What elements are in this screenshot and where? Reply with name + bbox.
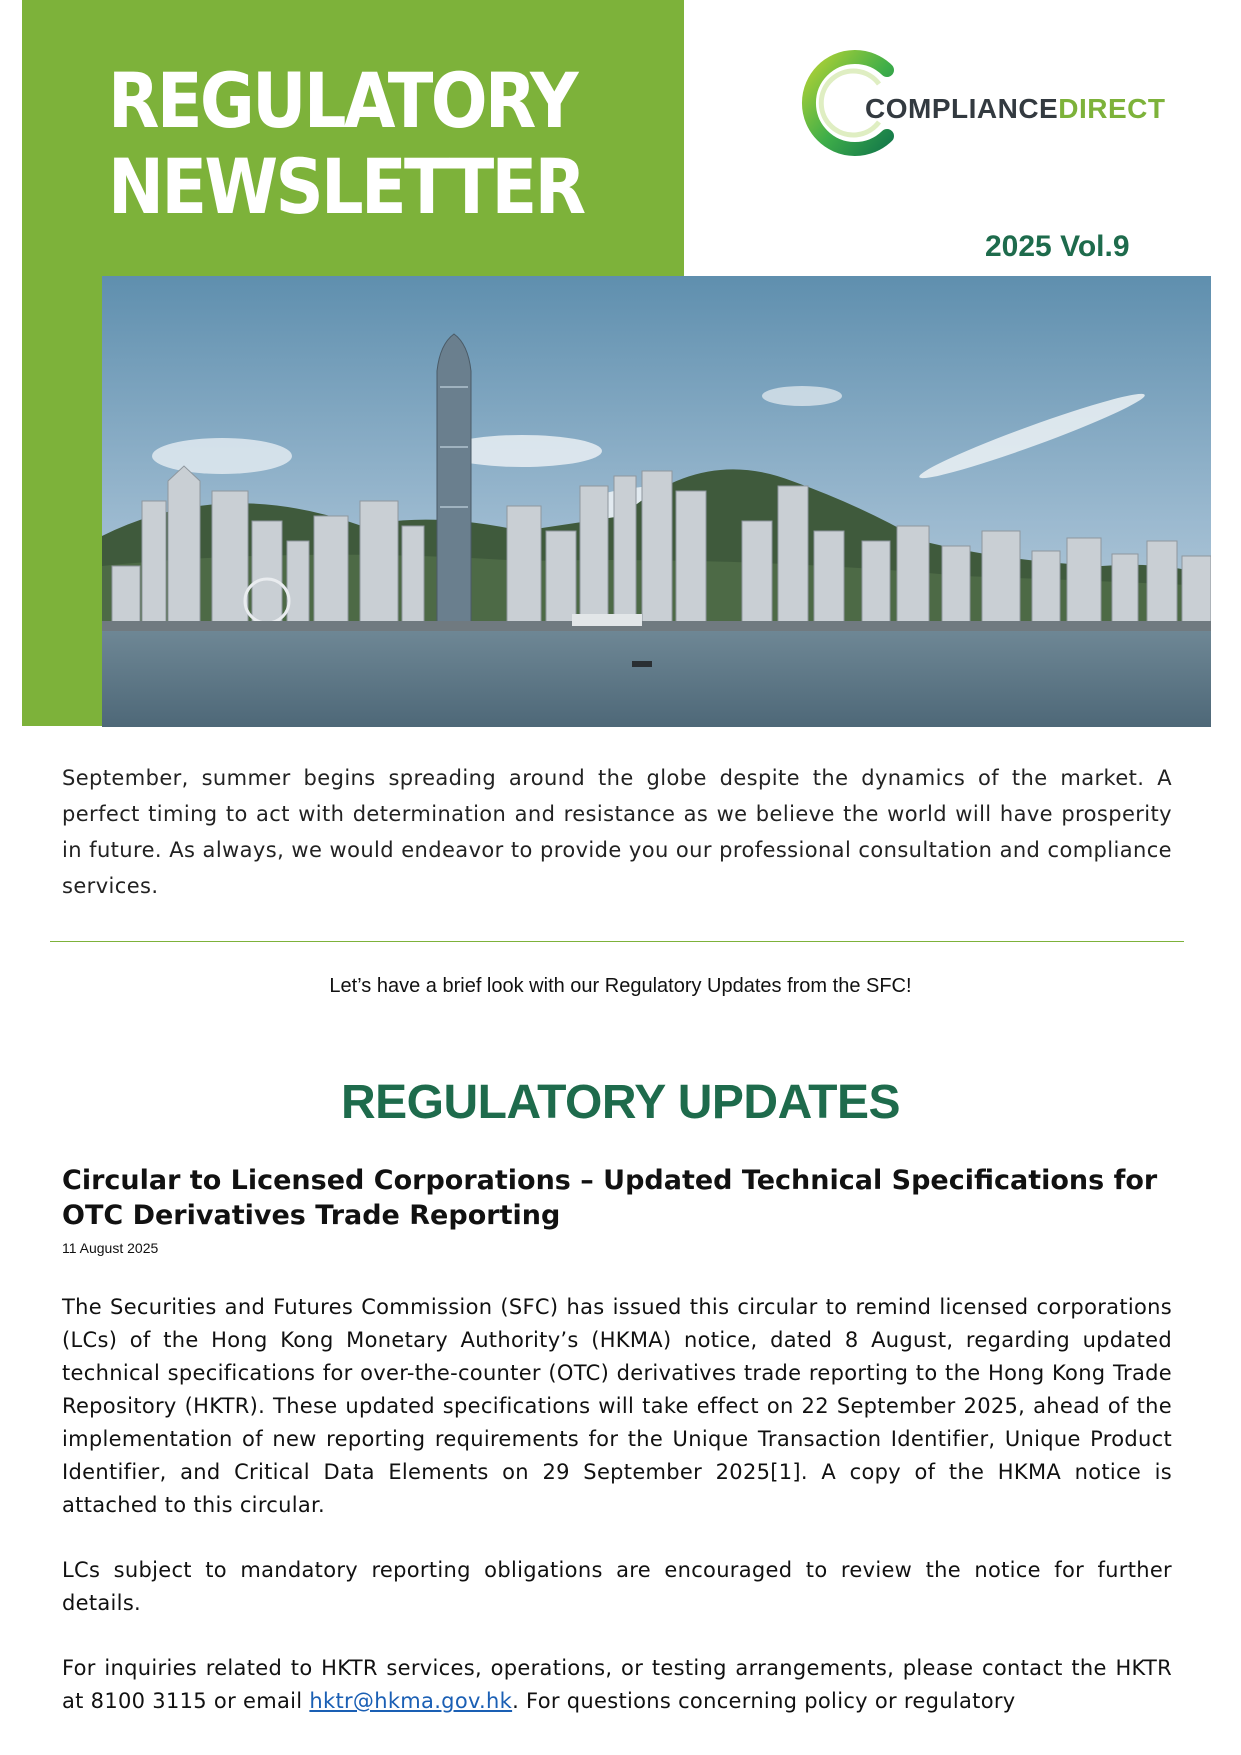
- title-line-1: REGULATORY: [108, 56, 576, 145]
- article-date: 11 August 2025: [62, 1240, 159, 1256]
- intro-paragraph: September, summer begins spreading around the globe despite the dynamics of the market. A perfect timing to act with determination and resistance as we believe the world will have prosperity in future. As always, we would endeavor to provide you our professional consultation and compliance services.: [62, 766, 1172, 898]
- article-paragraph-1: The Securities and Futures Commission (SFC) has issued this circular to remind licensed corporations (LCs) of the Hong Kong Monetary Authority’s (HKMA) notice, dated 8 August, regarding updated technical specifications for over-the-counter (OTC) derivatives trade reporting to the Hong Kong Trade Repository (HKTR). These updated specifications will take effect on 22 September 2025, ahead of the implementation of new reporting requirements for the Unique Transaction Identifier, Unique Product Identifier, and Critical Data Elements on 29 September 2025[1]. A copy of the HKMA notice is attached to this circular.: [62, 1295, 1172, 1517]
- article-paragraph-3: [62, 1652, 1172, 1718]
- volume-label: 2025 Vol.9: [985, 230, 1130, 263]
- paragraph-3-text-start: For inquiries related to HKTR services, operations, or testing arrangements, please contact the HKTR at 8100 3115 or email: [62, 1656, 1172, 1713]
- hero-skyline-image: [102, 276, 1211, 727]
- lead-in-text: Let’s have a brief look with our Regulatory Updates from the SFC!: [329, 975, 912, 997]
- section-divider: [50, 941, 1184, 942]
- article-title: Circular to Licensed Corporations – Updated Technical Specifications for OTC Derivatives Trade Reporting: [62, 1165, 1158, 1231]
- compliance-direct-logo: [795, 48, 1185, 158]
- hktr-email-link[interactable]: hktr@hkma.gov.hk: [309, 1689, 513, 1713]
- logo-word-direct: DIRECT: [1058, 93, 1166, 124]
- paragraph-3-text-end: . For questions concerning policy or regulatory: [512, 1689, 1016, 1713]
- section-title: REGULATORY UPDATES: [340, 1076, 901, 1129]
- logo-word-compliance: COMPLIANCE: [865, 93, 1059, 124]
- logo-wordmark: [865, 93, 1165, 125]
- skyline-illustration: [102, 276, 1211, 727]
- title-line-2: NEWSLETTER: [108, 142, 584, 231]
- newsletter-title: [108, 58, 583, 230]
- article-paragraph-2: LCs subject to mandatory reporting obligations are encouraged to review the notice for further details.: [62, 1558, 1172, 1615]
